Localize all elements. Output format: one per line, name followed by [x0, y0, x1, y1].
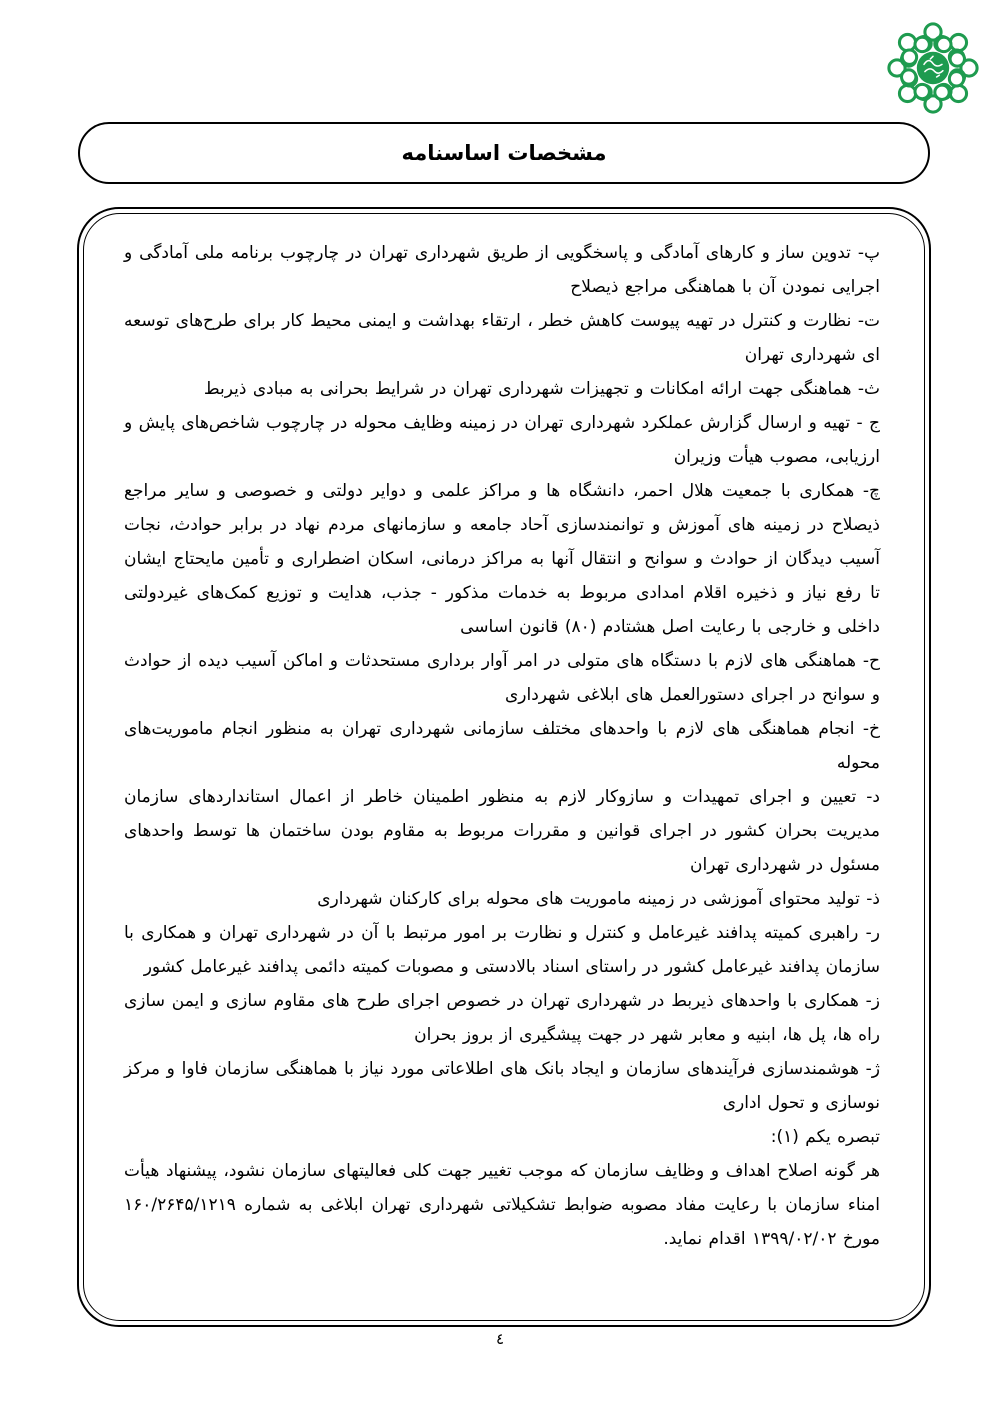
page-number: ٤	[495, 1330, 505, 1348]
statute-paragraph: ژ- هوشمندسازی فرآیندهای سازمان و ایجاد بانک های اطلاعاتی مورد نیاز با هماهنگی سازمان فاوا و مرکز نوسازی و تحول اداری	[124, 1059, 880, 1113]
statute-paragraph: چ- همکاری با جمعیت هلال احمر، دانشگاه ها و مراکز علمی و دوایر دولتی و خصوصی و سایر مراجع ذیصلاح در زمینه های آموزش و توانمندسازی آحاد جامعه و سازمانهای مردم نهاد در برابر حوادث، نجات آسیب دیدگان از حوادث و سوانح و انتقال آنها به مراکز درمانی، اسکان اضطراری و تأمین مایحتاج ایشان تا رفع نیاز و ذخیره اقلام امدادی مربوط به خدمات مذکور - جذب، هدایت و توزیع کمک‌های غیردولتی داخلی و خارجی با رعایت اصل هشتادم (۸۰) قانون اساسی	[124, 481, 880, 637]
statute-paragraph: د- تعیین و اجرای تمهیدات و سازوکار لازم به منظور اطمینان خاطر از اعمال استانداردهای سازمان مدیریت بحران کشور در اجرای قوانین و مقررات مربوط به مقاوم بودن ساختمان ها توسط واحدهای مسئول در شهرداری تهران	[124, 787, 880, 875]
statute-paragraph: پ- تدوین ساز و کارهای آمادگی و پاسخگویی از طریق شهرداری تهران در چارچوب برنامه ملی آمادگی و اجرایی نمودن آن با هماهنگی مراجع ذیصلاح	[124, 243, 880, 297]
tehran-municipality-logo-icon	[879, 14, 987, 122]
statute-frame-outer	[77, 207, 931, 1327]
statute-paragraph: ج - تهیه و ارسال گزارش عملکرد شهرداری تهران در زمینه وظایف محوله در چارچوب شاخص‌های پایش و ارزیابی، مصوب هیأت وزیران	[124, 413, 880, 467]
statute-paragraph: ت- نظارت و کنترل در تهیه پیوست کاهش خطر ، ارتقاء بهداشت و ایمنی محیط کار برای طرح‌های توسعه ای شهرداری تهران	[124, 311, 880, 365]
statute-paragraph: ث- هماهنگی جهت ارائه امکانات و تجهیزات شهرداری تهران در شرایط بحرانی به مبادی ذیربط	[203, 379, 880, 399]
statute-paragraph: ر- راهبری کمیته پدافند غیرعامل و کنترل و نظارت بر امور مرتبط با آن در شهرداری تهران و همکاری با سازمان پدافند غیرعامل کشور در راستای اسناد بالادستی و مصوبات کمیته دائمی پدافند غیرعامل کشور	[124, 923, 880, 977]
statute-paragraph: خ- انجام هماهنگی های لازم با واحدهای مختلف سازمانی شهرداری تهران به منظور انجام ماموریت‌های محوله	[124, 719, 880, 773]
statute-paragraph: تبصره یکم (۱):	[770, 1127, 880, 1147]
statute-paragraph: ذ- تولید محتوای آموزشی در زمینه ماموریت های محوله برای کارکنان شهرداری	[317, 889, 880, 909]
page-title-box	[78, 122, 930, 184]
statute-paragraph: هر گونه اصلاح اهداف و وظایف سازمان که موجب تغییر جهت کلی فعالیتهای سازمان نشود، پیشنهاد هیأت امناء سازمان با رعایت مفاد مصوبه ضوابط تشکیلاتی شهرداری تهران ابلاغی به شماره ۱۶۰/۲۶۴۵/۱۲۱۹ مورخ ۱۳۹۹/۰۲/۰۲ اقدام نماید.	[124, 1161, 880, 1249]
page-title: مشخصات اساسنامه	[401, 141, 607, 165]
statute-frame-inner	[83, 213, 925, 1321]
statute-content	[84, 214, 924, 1320]
statute-paragraph: ز- همکاری با واحدهای ذیربط در شهرداری تهران در خصوص اجرای طرح های مقاوم سازی و ایمن سازی راه ها، پل ها، ابنیه و معابر شهر در جهت پیشگیری از بروز بحران	[124, 991, 880, 1045]
statute-paragraph: ح- هماهنگی های لازم با دستگاه های متولی در امر آوار برداری مستحدثات و اماکن آسیب دیده از حوادث و سوانح در اجرای دستورالعمل های ابلاغی شهرداری	[124, 651, 880, 705]
